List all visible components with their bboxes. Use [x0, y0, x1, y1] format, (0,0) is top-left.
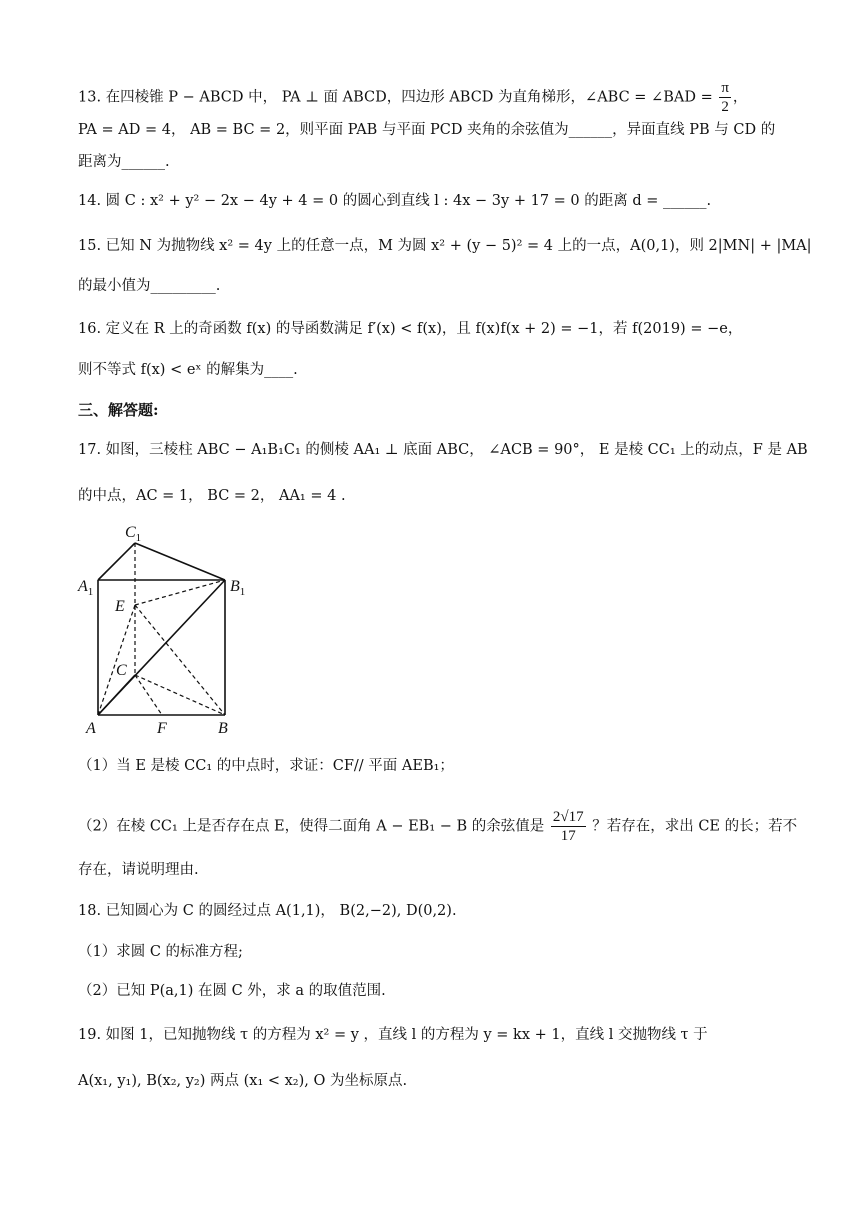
q17-part-2-text-b: ？若存在，求出 CE 的长；若不: [592, 818, 798, 835]
label-b: B: [218, 720, 228, 737]
q15-line-2: 的最小值为_________.: [78, 278, 221, 294]
q17-line-1: 17. 如图，三棱柱 ABC − A₁B₁C₁ 的侧棱 AA₁ ⊥ 底面 ABC， ∠ACB = 90°， E 是棱 CC₁ 上的动点，F 是 AB: [78, 442, 808, 458]
edge-a1-c1: [98, 543, 135, 580]
segment-e-b: [135, 605, 225, 715]
q13-line-3: 距离为______.: [78, 154, 170, 170]
q18-part-2: （2）已知 P(a,1) 在圆 C 外，求 a 的取值范围.: [78, 983, 386, 999]
q17-part-2-line-1: [78, 808, 797, 845]
q16-line-1: 16. 定义在 R 上的奇函数 f(x) 的导函数满足 f′(x) < f(x)，且 f(x)f(x + 2) = −1，若 f(2019) = −e，: [78, 321, 743, 337]
q18-part-1: （1）求圆 C 的标准方程;: [78, 944, 243, 960]
label-e: E: [115, 598, 125, 615]
segment-e-a: [98, 605, 135, 715]
segment-e-b1: [135, 580, 225, 605]
section-heading: 三、解答题:: [78, 401, 159, 419]
edge-c1-b1: [135, 543, 225, 580]
q17-fraction-2sqrt17-over-17: [551, 808, 586, 845]
q18-line-1: 18. 已知圆心为 C 的圆经过点 A(1,1)， B(2,−2), D(0,2).: [78, 903, 457, 919]
q16-line-2: 则不等式 f(x) < eˣ 的解集为____.: [78, 362, 298, 378]
q13-fraction-den: 2: [721, 99, 729, 115]
label-b1: $B_1$: [230, 578, 246, 598]
q13-comma: ，: [732, 89, 748, 106]
q13-line-2: PA = AD = 4， AB = BC = 2，则平面 PAB 与平面 PCD 夹角的余弦值为______，异面直线 PB 与 CD 的: [78, 122, 776, 138]
label-c1: $C_1$: [125, 524, 142, 544]
prism-figure: [70, 512, 260, 742]
q13-text-1: 13. 在四棱锥 P − ABCD 中， PA ⊥ 面 ABCD，四边形 ABCD 为直角梯形，∠ABC = ∠BAD =: [78, 89, 713, 106]
q17-fraction-num: 2√17: [552, 809, 584, 825]
q19-line-1: 19. 如图 1，已知抛物线 τ 的方程为 x² = y ，直线 l 的方程为 y = kx + 1，直线 l 交抛物线 τ 于: [78, 1027, 708, 1043]
label-c: C: [116, 662, 127, 679]
q13-fraction-pi-over-2: [719, 79, 731, 116]
q17-part-2-line-2: 存在，请说明理由.: [78, 862, 199, 878]
label-a1: $A_1$: [78, 578, 94, 598]
q14-line: 14. 圆 C : x² + y² − 2x − 4y + 4 = 0 的圆心到直线 l : 4x − 3y + 17 = 0 的距离 d = ______.: [78, 193, 712, 209]
q17-part-1: （1）当 E 是棱 CC₁ 的中点时，求证：CF// 平面 AEB₁；: [78, 758, 454, 774]
q17-part-2-text-a: （2）在棱 CC₁ 上是否存在点 E，使得二面角 A − EB₁ − B 的余弦值是: [78, 818, 545, 835]
q15-line-1: 15. 已知 N 为抛物线 x² = 4y 上的任意一点，M 为圆 x² + (y − 5)² = 4 上的一点，A(0,1)，则 2|MN| + |MA|: [78, 238, 812, 254]
q19-line-2: A(x₁, y₁), B(x₂, y₂) 两点 (x₁ < x₂), O 为坐标原点.: [78, 1073, 408, 1089]
q17-fraction-den: 17: [560, 828, 576, 844]
q13-fraction-num: π: [721, 80, 729, 96]
label-a: A: [86, 720, 96, 737]
edge-a-c: [98, 675, 135, 715]
label-f: F: [157, 720, 167, 737]
q13-line-1: [78, 79, 747, 116]
q17-line-2: 的中点，AC = 1， BC = 2， AA₁ = 4 .: [78, 488, 346, 504]
